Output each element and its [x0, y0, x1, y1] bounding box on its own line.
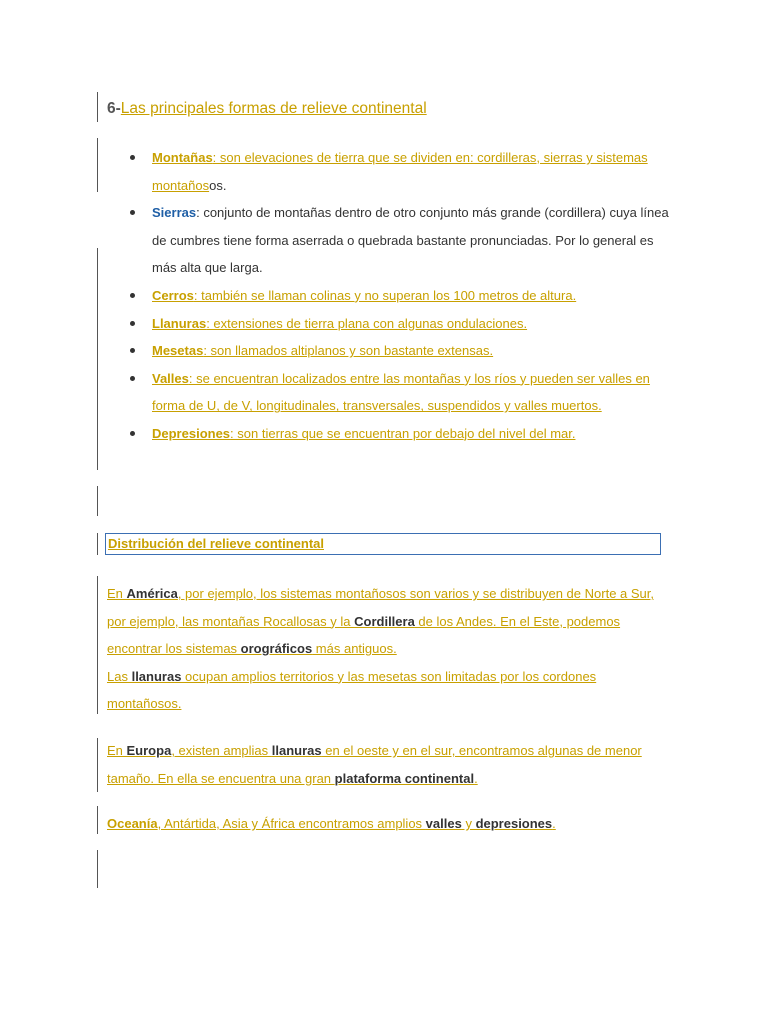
- text-run: .: [552, 816, 556, 831]
- text-run: Las: [107, 668, 132, 684]
- text-run: En: [107, 743, 127, 758]
- keyword-depresiones: depresiones: [475, 816, 553, 831]
- keyword-oceania: Oceanía: [107, 816, 158, 831]
- margin-bar: [97, 138, 98, 192]
- margin-bar: [97, 806, 98, 834]
- margin-bar: [97, 248, 98, 470]
- text-run: En: [107, 586, 127, 601]
- keyword-europa: Europa: [126, 743, 172, 758]
- bullet-icon: [130, 431, 135, 436]
- text-run: más antiguos.: [312, 641, 397, 657]
- section-heading: [107, 98, 427, 120]
- form-term: Llanuras: [152, 315, 207, 331]
- heading-number: 6-: [107, 100, 121, 117]
- list-item: [152, 144, 672, 199]
- keyword-llanuras: llanuras: [271, 743, 322, 758]
- distribution-heading-box: [105, 533, 661, 555]
- keyword-cordillera: Cordillera: [354, 613, 415, 629]
- form-text: : son elevaciones de tierra que se dividen en: cordilleras, sierras y sistemas montaños: [152, 150, 648, 193]
- text-run: en el oeste y en el sur, encontramos algunas de menor tamaño. En ella se encuentra una gran: [107, 743, 642, 786]
- relief-forms-list: [152, 144, 672, 448]
- keyword-llanuras: llanuras: [131, 668, 182, 684]
- keyword-orograficos: orográficos: [240, 641, 313, 657]
- text-run: , Antártida, Asia y África encontramos amplios: [157, 816, 426, 831]
- bullet-icon: [130, 155, 135, 160]
- form-link[interactable]: [152, 426, 575, 441]
- margin-bar: [97, 868, 98, 888]
- margin-bar: [97, 576, 98, 714]
- bullet-icon: [130, 321, 135, 326]
- distribution-heading-link[interactable]: Distribución del relieve continental: [108, 536, 324, 551]
- form-term: Mesetas: [152, 343, 204, 359]
- keyword-plataforma-continental: plataforma continental: [334, 770, 475, 786]
- form-link[interactable]: [152, 316, 527, 331]
- text-run: y: [461, 816, 476, 831]
- keyword-valles: valles: [425, 816, 462, 831]
- form-link[interactable]: [152, 343, 493, 358]
- text-run: .: [474, 770, 478, 786]
- form-term: Valles: [152, 370, 189, 386]
- form-text: : se encuentran localizados entre las montañas y los ríos y pueden ser valles en forma de U, de V, longitudinales, transversales, suspendidos y valles muertos.: [152, 370, 650, 414]
- margin-bar: [97, 486, 98, 516]
- list-item: [152, 310, 672, 338]
- form-tail: os.: [209, 177, 227, 193]
- margin-bar: [97, 92, 98, 122]
- text-run: , por ejemplo, los sistemas montañosos son varios y se distribuyen de Norte a Sur, por ejemplo, las montañas Rocallosas y la: [107, 586, 654, 629]
- list-item: [152, 199, 672, 282]
- margin-bar: [97, 533, 98, 555]
- margin-bar: [97, 738, 98, 792]
- list-item: [152, 282, 672, 310]
- form-text: : también se llaman colinas y no superan los 100 metros de altura.: [193, 287, 577, 303]
- heading-title-link[interactable]: Las principales formas de relieve continental: [120, 100, 427, 117]
- form-term: Cerros: [152, 287, 194, 303]
- form-link[interactable]: [152, 371, 650, 414]
- america-paragraph[interactable]: [107, 580, 667, 718]
- form-link[interactable]: [152, 288, 576, 303]
- bullet-icon: [130, 348, 135, 353]
- bullet-icon: [130, 376, 135, 381]
- form-text: : extensiones de tierra plana con algunas ondulaciones.: [206, 315, 528, 331]
- list-item: [152, 420, 672, 448]
- bullet-icon: [130, 210, 135, 215]
- keyword-america: América: [126, 586, 178, 601]
- form-term: Sierras: [152, 205, 197, 221]
- form-text: : son llamados altiplanos y son bastante extensas.: [203, 343, 494, 359]
- text-run: ocupan amplios territorios y las mesetas son limitadas por los cordones montañosos.: [107, 668, 597, 712]
- oceania-paragraph[interactable]: [107, 810, 667, 838]
- text-run: , existen amplias: [171, 743, 272, 758]
- form-term: Depresiones: [152, 425, 231, 441]
- form-text: : son tierras que se encuentran por debajo del nivel del mar.: [230, 425, 576, 441]
- form-term: Montañas: [152, 150, 213, 165]
- europa-paragraph[interactable]: [107, 737, 667, 792]
- bullet-icon: [130, 293, 135, 298]
- list-item: [152, 337, 672, 365]
- form-text: : conjunto de montañas dentro de otro conjunto más grande (cordillera) cuya línea de cumbres tiene forma aserrada o quebrada bastante pronunciadas. Por lo general es más alta que larga.: [152, 205, 669, 276]
- text-run: de los Andes. En el Este, podemos encontrar los sistemas: [107, 613, 621, 657]
- list-item: [152, 365, 672, 420]
